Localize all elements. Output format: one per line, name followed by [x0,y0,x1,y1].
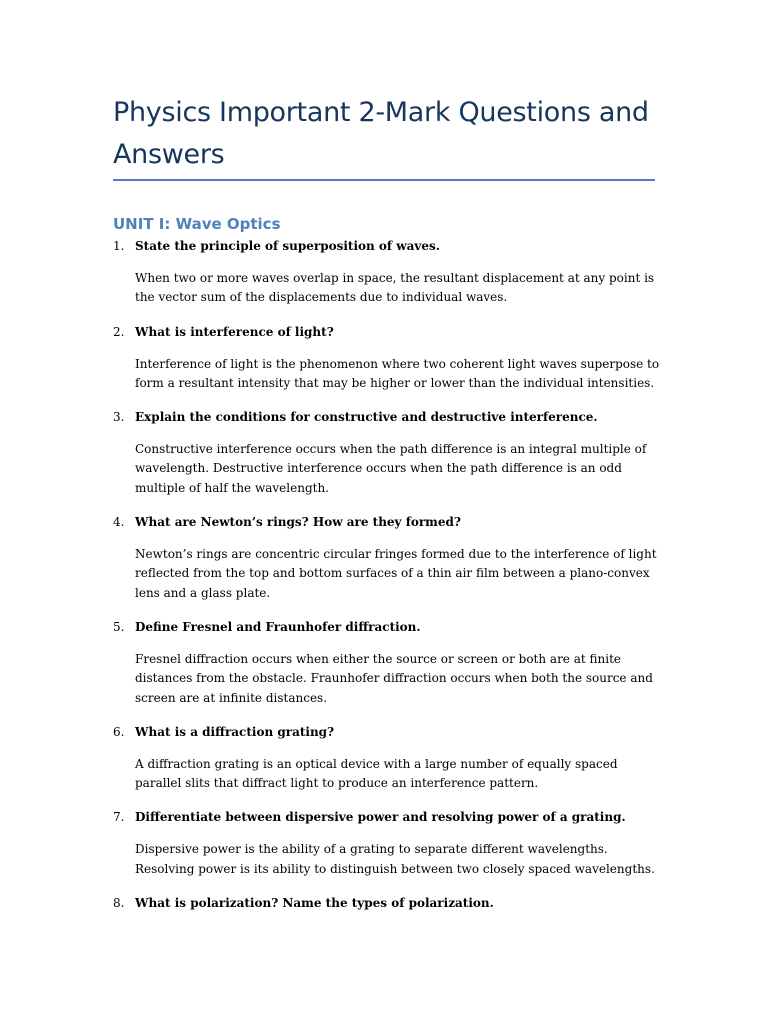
answer-text: Dispersive power is the ability of a grating to separate different wavelengths. Resolving power is its ability to distinguish between two closely spaced wavelengths. [135,842,655,876]
question-number: 7. [113,810,125,825]
question-item-1 [113,236,658,308]
question-row [113,617,658,637]
question-row [113,893,658,913]
question-text: What is a diffraction grating? [135,724,335,739]
answer-text: Newton’s rings are concentric circular fringes formed due to the interference of light reflected from the top and bottom surfaces of a thin air film between a plano-convex lens and a glass plate. [135,547,657,600]
question-item-5 [113,617,658,708]
answer-text: Fresnel diffraction occurs when either the source or screen or both are at finite distances from the obstacle. Fraunhofer diffraction occurs when both the source and screen are at infinite distances. [135,651,653,705]
answer-text: Constructive interference occurs when the path difference is an integral multiple of wavelength. Destructive interference occurs when the path difference is an odd multiple of half the wavelength. [135,442,647,495]
question-list [113,236,658,913]
question-text: Define Fresnel and Fraunhofer diffraction. [135,619,421,634]
question-item-4 [113,512,658,603]
question-item-3 [113,407,658,498]
question-text: What is interference of light? [135,324,334,339]
question-number: 5. [113,619,125,634]
question-text: Differentiate between dispersive power and resolving power of a grating. [135,810,626,825]
question-row [113,722,658,742]
question-row [113,322,658,342]
question-row [113,807,658,827]
question-item-7 [113,807,658,879]
question-text: What is polarization? Name the types of polarization. [135,896,494,911]
title-divider [113,179,655,181]
question-number: 8. [113,896,125,911]
question-text: What are Newton’s rings? How are they formed? [135,515,461,530]
answer-text: Interference of light is the phenomenon where two coherent light waves superpose to form a resultant intensity that may be higher or lower than the individual intensities. [135,356,660,390]
question-item-2 [113,322,658,394]
question-row [113,236,658,256]
question-number: 1. [113,239,125,253]
answer-text: A diffraction grating is an optical device with a large number of equally spaced parallel slits that diffract light to produce an interference pattern. [135,756,618,791]
question-text: Explain the conditions for constructive and destructive interference. [135,410,598,425]
document-title: Physics Important 2-Mark Questions and Answers [113,97,649,170]
question-number: 4. [113,515,125,530]
question-item-8 [113,893,658,913]
answer-text: When two or more waves overlap in space, the resultant displacement at any point is the vector sum of the displacements due to individual waves. [135,271,655,305]
question-item-6 [113,722,658,794]
question-number: 6. [113,724,125,739]
unit-heading: UNIT I: Wave Optics [113,215,281,233]
question-text: State the principle of superposition of waves. [135,239,440,253]
question-row [113,407,658,427]
question-row [113,512,658,532]
question-number: 2. [113,324,125,339]
question-number: 3. [113,410,125,425]
